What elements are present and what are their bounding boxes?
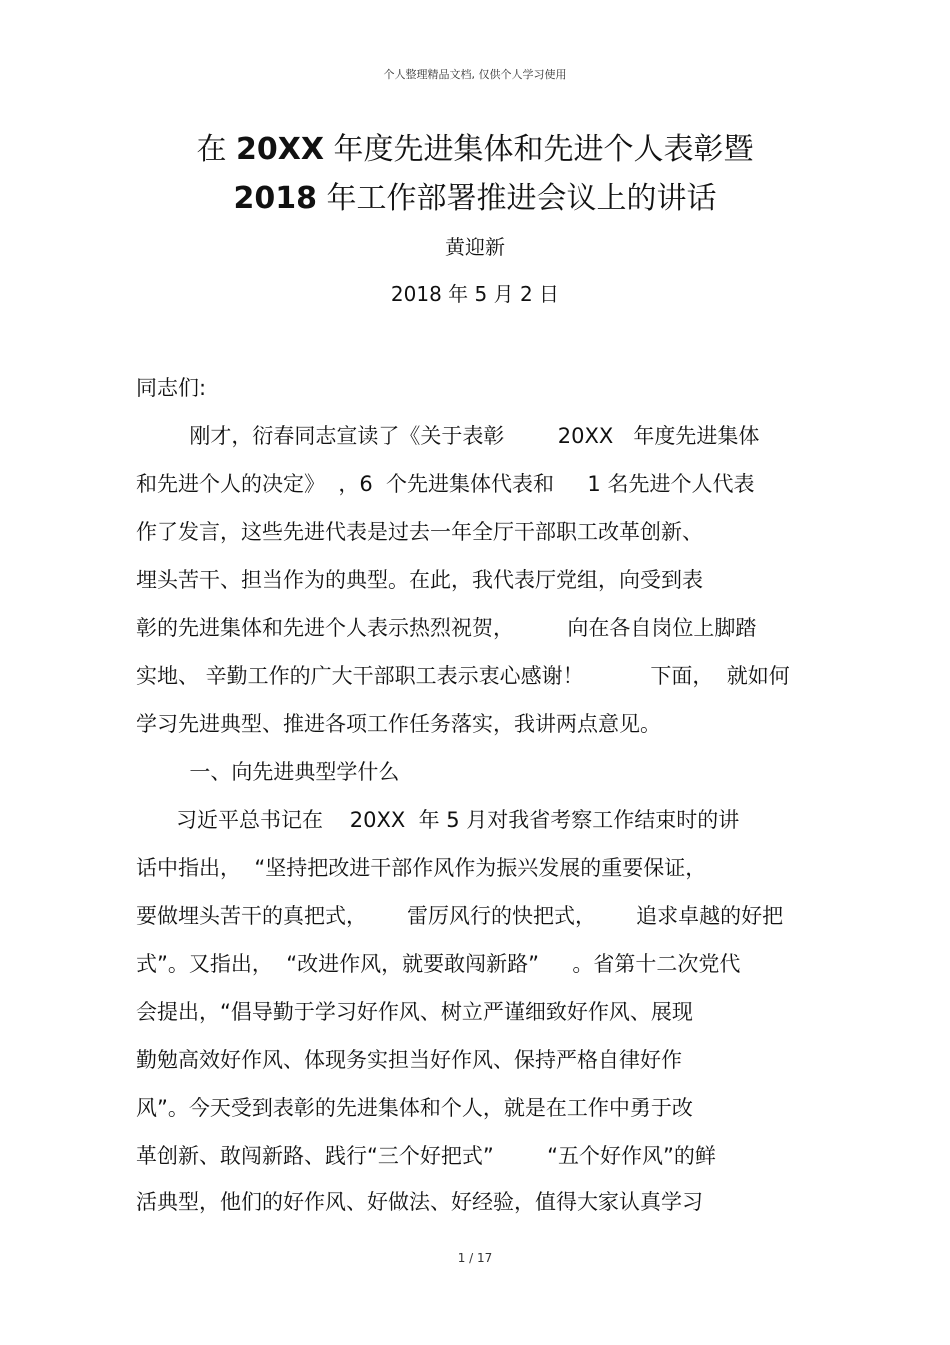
title-line-1-suffix: 年度先进集体和先进个人表彰暨 [324, 132, 754, 167]
header-note: 个人整理精品文档, 仅供个人学习使用 [383, 68, 567, 81]
title-line-2-suffix: 年工作部署推进会议上的讲话 [316, 181, 717, 216]
body-line: 彰的先进集体和先进个人表示热烈祝贺， 向在各自岗位上脚踏 [136, 616, 757, 640]
body-line: 革创新、敢闯新路、践行“三个好把式” “五个好作风”的鲜 [136, 1144, 716, 1168]
body-line: 实地、 辛勤工作的广大干部职工表示衷心感谢！ 下面， 就如何 [136, 664, 790, 688]
section-heading: 一、向先进典型学什么 [136, 760, 400, 784]
body-line: 埋头苦干、担当作为的典型。在此，我代表厅党组，向受到表 [136, 568, 703, 592]
body-line: 作了发言，这些先进代表是过去一年全厅干部职工改革创新、 [136, 520, 703, 544]
body-line: 习近平总书记在 20XX 年 5 月对我省考察工作结束时的讲 [136, 808, 740, 832]
title-line-1 [0, 124, 950, 168]
body-line: 学习先进典型、推进各项工作任务落实，我讲两点意见。 [136, 712, 661, 736]
speech-date: 2018 年 5 月 2 日 [390, 282, 560, 306]
title-line-2 [0, 173, 950, 217]
body-line: 勤勉高效好作风、体现务实担当好作风、保持严格自律好作 [136, 1048, 682, 1072]
body-line: 风”。今天受到表彰的先进集体和个人，就是在工作中勇于改 [136, 1096, 693, 1120]
body-line: 式”。又指出， “改进作风，就要敢闯新路” 。省第十二次党代 [136, 952, 741, 976]
author-name: 黄迎新 [445, 235, 505, 259]
body-line: 话中指出， “坚持把改进干部作风作为振兴发展的重要保证， [136, 856, 707, 880]
body-line: 要做埋头苦干的真把式， 雷厉风行的快把式， 追求卓越的好把 [136, 904, 784, 928]
body-line: 刚才，衍春同志宣读了《关于表彰 20XX 年度先进集体 [136, 424, 760, 448]
body-line: 和先进个人的决定》 ，6 个先进集体代表和 1 名先进个人代表 [136, 472, 755, 496]
body-line: 会提出，“倡导勤于学习好作风、树立严谨细致好作风、展现 [136, 1000, 693, 1024]
title-line-1-prefix: 在 [196, 132, 236, 167]
body-line: 活典型，他们的好作风、好做法、好经验，值得大家认真学习 [136, 1190, 703, 1214]
page-number: 1 / 17 [457, 1251, 493, 1265]
body-line: 同志们: [136, 376, 207, 400]
title-line-1-year: 20XX [235, 132, 324, 167]
title-line-2-year: 2018 [233, 181, 317, 216]
